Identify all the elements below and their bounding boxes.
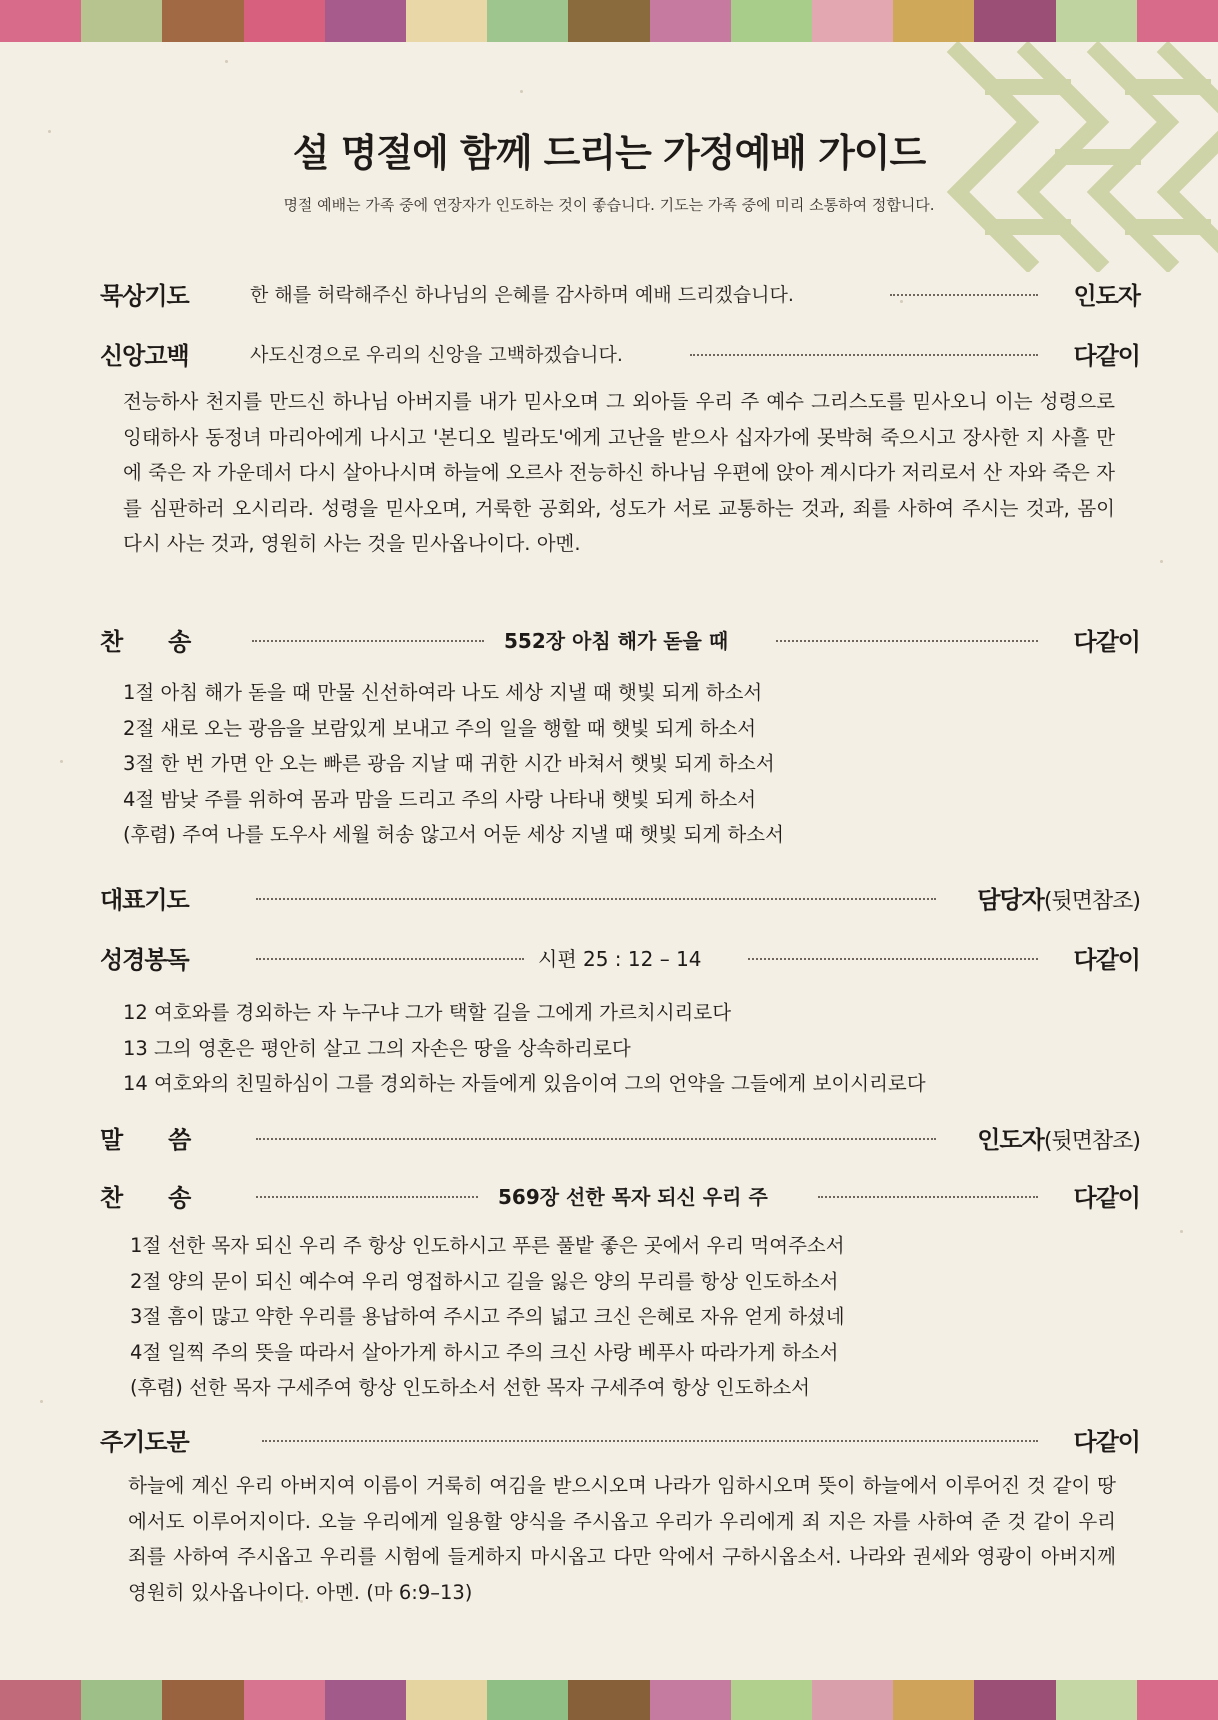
- hymn-verse: 4절 밤낮 주를 위하여 몸과 맘을 드리고 주의 사랑 나타내 햇빛 되게 하소서: [123, 787, 757, 811]
- scripture-verse: 14 여호와의 친밀하심이 그를 경외하는 자들에게 있음이여 그의 언약을 그들에게 보이시리로다: [123, 1072, 926, 1095]
- page-title: 설 명절에 함께 드리는 가정예배 가이드: [292, 131, 926, 175]
- dot-leader: [256, 1196, 478, 1198]
- hymn-verse: 1절 아침 해가 돋을 때 만물 신선하여라 나도 세상 지낼 때 햇빛 되게 하소서: [123, 681, 763, 704]
- scripture-verse: 12 여호와를 경외하는 자 누구냐 그가 택할 길을 그에게 가르치시리로다: [123, 1001, 732, 1024]
- hymn-verse: 4절 일찍 주의 뜻을 따라서 살아가게 하시고 주의 크신 사랑 베푸사 따라가게 하소서: [130, 1340, 839, 1364]
- dot-leader: [256, 898, 936, 900]
- scripture-verses: [123, 995, 1123, 1102]
- hymn-verse: (후렴) 주여 나를 도우사 세월 허송 않고서 어둔 세상 지낼 때 햇빛 되게 하소서: [123, 823, 784, 846]
- section-label: 신앙고백: [100, 342, 189, 370]
- section-role: 인도자(뒷면참조): [977, 1126, 1140, 1154]
- scripture-reference: 시편 25 : 12 – 14: [538, 947, 702, 971]
- hymn-title: 552장 아침 해가 돋을 때: [504, 629, 729, 653]
- hymn-title: 569장 선한 목자 되신 우리 주: [498, 1185, 768, 1209]
- lords-prayer-text: 하늘에 계신 우리 아버지여 이름이 거룩히 여김을 받으시오며 나라가 임하시오며 뜻이 하늘에서 이루어진 것 같이 땅에서도 이루어지이다. 오늘 우리에게 일용할 양식을 주시옵고 우리가 우리에게 죄 지은 자를 사하여 준 것 같이 우리 죄를 사하여 주시옵고 우리를 시험에 들게하지 마시옵고 다만 악에서 구하시옵소서. 나라와 권세와 영광이 아버지께 영원히 있사옵나이다. 아멘. (마 6:9–13): [128, 1474, 1116, 1604]
- dot-leader: [262, 1440, 1038, 1442]
- section-description: 사도신경으로 우리의 신앙을 고백하겠습니다.: [250, 344, 623, 366]
- dot-leader: [818, 1196, 1038, 1198]
- section-role: 인도자: [1073, 282, 1140, 310]
- hymn-verse: (후렴) 선한 목자 구세주여 항상 인도하소서 선한 목자 구세주여 항상 인도하소서: [130, 1376, 810, 1399]
- hymn-verse: 3절 한 번 가면 안 오는 빠른 광음 지날 때 귀한 시간 바쳐서 햇빛 되게 하소서: [123, 752, 775, 775]
- top-color-stripe: [0, 0, 1218, 42]
- section-scripture-reading: [100, 936, 1140, 976]
- apostles-creed-text: 전능하사 천지를 만드신 하나님 아버지를 내가 믿사오며 그 외아들 우리 주 예수 그리스도를 믿사오니 이는 성령으로 잉태하사 동정녀 마리아에게 나시고 '본디오 빌라도'에게 고난을 받으사 십자가에 못박혀 죽으시고 장사한 지 사흘 만에 죽은 자 가운데서 다시 살아나시며 하늘에 오르사 전능하신 하나님 우편에 앉아 계시다가 저리로서 산 자와 죽은 자를 심판하러 오시리라. 성령을 믿사오며, 거룩한 공회와, 성도가 서로 교통하는 것과, 죄를 사하여 주시는 것과, 몸이 다시 사는 것과, 영원히 사는 것을 믿사옵나이다. 아멘.: [123, 390, 1115, 555]
- section-label: 묵상기도: [100, 282, 189, 310]
- section-role: 다같이: [1073, 1184, 1140, 1212]
- hymn-552-verses: [123, 675, 1123, 853]
- section-role: 다같이: [1073, 628, 1140, 656]
- hymn-verse: 2절 새로 오는 광음을 보람있게 보내고 주의 일을 행할 때 햇빛 되게 하소서: [123, 716, 757, 740]
- dot-leader: [252, 640, 484, 642]
- section-label: 말 씀: [100, 1126, 191, 1154]
- section-lords-prayer: [100, 1418, 1140, 1458]
- section-hymn-569: [100, 1174, 1140, 1214]
- dot-leader: [256, 1138, 936, 1140]
- section-label: 성경봉독: [100, 946, 189, 974]
- section-silent-prayer: [100, 272, 1140, 312]
- page-subtitle: 명절 예배는 가족 중에 연장자가 인도하는 것이 좋습니다. 기도는 가족 중에 미리 소통하여 정합니다.: [283, 196, 935, 214]
- dot-leader: [890, 294, 1038, 296]
- section-representative-prayer: [100, 876, 1140, 916]
- hymn-verse: 1절 선한 목자 되신 우리 주 항상 인도하시고 푸른 풀밭 좋은 곳에서 우리 먹여주소서: [130, 1234, 845, 1257]
- dot-leader: [748, 958, 1038, 960]
- section-role: 다같이: [1073, 342, 1140, 370]
- section-label: 대표기도: [100, 886, 189, 914]
- dot-leader: [776, 640, 1038, 642]
- section-label: 찬 송: [100, 628, 191, 656]
- section-label: 찬 송: [100, 1184, 191, 1212]
- section-description: 한 해를 허락해주신 하나님의 은혜를 감사하며 예배 드리겠습니다.: [250, 284, 794, 306]
- section-label: 주기도문: [100, 1428, 189, 1456]
- hymn-verse: 2절 양의 문이 되신 예수여 우리 영접하시고 길을 잃은 양의 무리를 항상 인도하소서: [130, 1269, 839, 1293]
- hymn-569-verses: [130, 1228, 1130, 1406]
- dot-leader: [256, 958, 524, 960]
- section-hymn-552: [100, 618, 1140, 658]
- section-role: 담당자(뒷면참조): [977, 886, 1140, 914]
- section-role: 다같이: [1073, 1428, 1140, 1456]
- section-creed: [100, 332, 1140, 372]
- bottom-color-stripe: [0, 1680, 1218, 1720]
- hymn-verse: 3절 흠이 많고 약한 우리를 용납하여 주시고 주의 넓고 크신 은혜로 자유 얻게 하셨네: [130, 1305, 845, 1328]
- section-sermon: [100, 1116, 1140, 1156]
- dot-leader: [690, 354, 1038, 356]
- section-role: 다같이: [1073, 946, 1140, 974]
- scripture-verse: 13 그의 영혼은 평안히 살고 그의 자손은 땅을 상속하리로다: [123, 1036, 631, 1060]
